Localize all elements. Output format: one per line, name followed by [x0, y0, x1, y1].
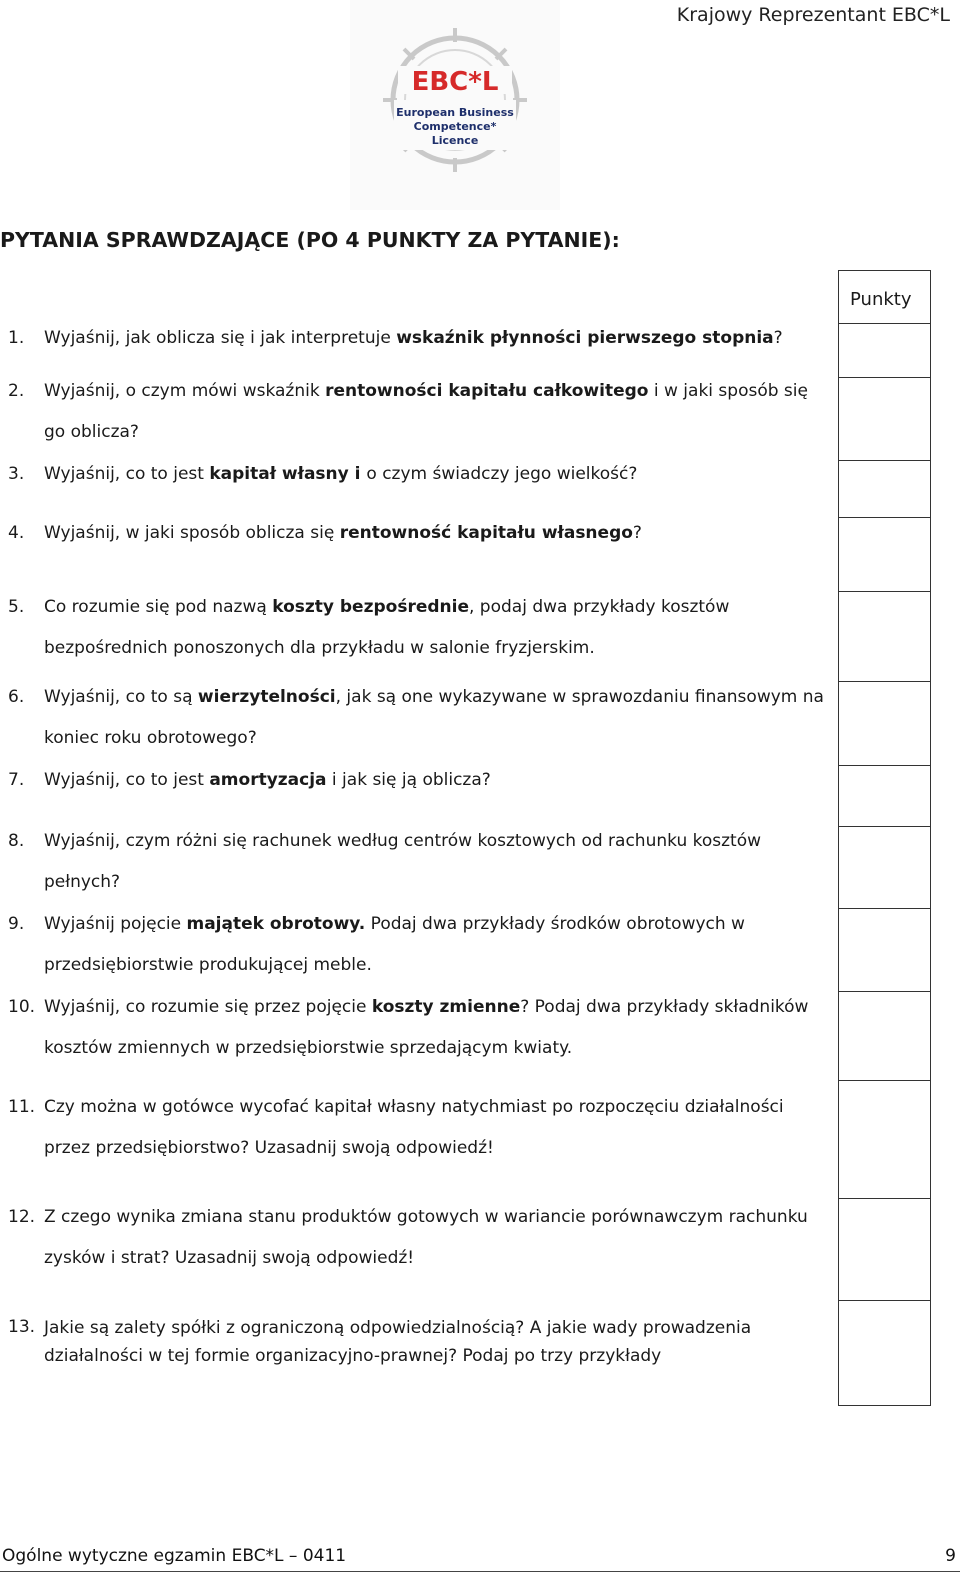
- question-text: Wyjaśnij, co to jest kapitał własny i o czym świadczy jego wielkość?: [44, 464, 638, 484]
- ebcl-logo: [350, 0, 560, 210]
- points-row-divider: [838, 1080, 931, 1081]
- section-heading: PYTANIA SPRAWDZAJĄCE (PO 4 PUNKTY ZA PYTANIE):: [0, 228, 620, 252]
- logo-main-text: EBC*L: [411, 67, 499, 97]
- logo-line-2: Competence*: [413, 120, 497, 133]
- question-item: [0, 904, 830, 986]
- question-text: Czy można w gotówce wycofać kapitał własny natychmiast po rozpoczęciu działalności przez przedsiębiorstwo? Uzasadnij swoją odpowiedź!: [44, 1097, 784, 1158]
- points-row-divider: [838, 908, 931, 909]
- question-text: Wyjaśnij pojęcie majątek obrotowy. Podaj dwa przykłady środków obrotowych w przedsiębiorstwie produkującej meble.: [44, 914, 745, 975]
- points-row-divider: [838, 517, 931, 518]
- question-text: Z czego wynika zmiana stanu produktów gotowych w wariancie porównawczym rachunku zysków i strat? Uzasadnij swoją odpowiedź!: [44, 1207, 808, 1268]
- question-number: 12.: [8, 1207, 36, 1227]
- points-row-divider: [838, 323, 931, 324]
- question-number: 2.: [8, 381, 25, 401]
- question-number: 6.: [8, 687, 25, 707]
- points-row-divider: [838, 377, 931, 378]
- points-column-header: Punkty: [850, 289, 912, 310]
- question-text: Wyjaśnij, co to jest amortyzacja i jak się ją oblicza?: [44, 770, 491, 790]
- question-text: Wyjaśnij, co to są wierzytelności, jak są one wykazywane w sprawozdaniu finansowym na koniec roku obrotowego?: [44, 687, 824, 748]
- question-number: 8.: [8, 831, 25, 851]
- points-row-divider: [838, 991, 931, 992]
- question-item: [0, 1314, 830, 1370]
- question-item: [0, 987, 830, 1069]
- logo-line-1: European Business: [396, 106, 514, 119]
- question-number: 11.: [8, 1097, 36, 1117]
- question-number: 13.: [8, 1317, 36, 1337]
- question-text: Wyjaśnij, o czym mówi wskaźnik rentowności kapitału całkowitego i w jaki sposób się go oblicza?: [44, 381, 808, 442]
- question-number: 4.: [8, 523, 25, 543]
- question-item: [0, 587, 830, 669]
- question-number: 5.: [8, 597, 25, 617]
- question-item: [0, 318, 830, 359]
- question-text: Wyjaśnij, co rozumie się przez pojęcie koszty zmienne? Podaj dwa przykłady składników kosztów zmiennych w przedsiębiorstwie sprzedającym kwiaty.: [44, 997, 809, 1058]
- points-row-divider: [838, 765, 931, 766]
- points-row-divider: [838, 681, 931, 682]
- footer-divider: [0, 1571, 960, 1572]
- points-row-divider: [838, 460, 931, 461]
- question-text: Wyjaśnij, w jaki sposób oblicza się rentowność kapitału własnego?: [44, 523, 642, 543]
- ebcl-logo-graphic: [350, 0, 560, 210]
- document-header: Krajowy Reprezentant EBC*L: [676, 4, 950, 26]
- page-number: 9: [945, 1546, 956, 1566]
- question-number: 10.: [8, 997, 36, 1017]
- question-item: [0, 454, 830, 495]
- question-text: Jakie są zalety spółki z ograniczoną odpowiedzialnością? A jakie wady prowadzenia działalności w tej formie organizacyjno-prawnej? Podaj po trzy przykłady: [44, 1318, 752, 1366]
- points-row-divider: [838, 591, 931, 592]
- question-item: [0, 513, 830, 554]
- question-item: [0, 821, 830, 903]
- points-row-divider: [838, 1198, 931, 1199]
- question-number: 1.: [8, 328, 25, 348]
- question-text: Co rozumie się pod nazwą koszty bezpośrednie, podaj dwa przykłady kosztów bezpośrednich ponoszonych dla przykładu w salonie fryzjerskim.: [44, 597, 730, 658]
- question-item: [0, 677, 830, 759]
- footer-title: Ogólne wytyczne egzamin EBC*L – 0411: [2, 1546, 347, 1566]
- question-number: 7.: [8, 770, 25, 790]
- question-number: 3.: [8, 464, 25, 484]
- points-column: [838, 270, 931, 1406]
- points-row-divider: [838, 826, 931, 827]
- question-number: 9.: [8, 914, 25, 934]
- question-item: [0, 1087, 830, 1169]
- question-item: [0, 760, 830, 801]
- logo-line-3: Licence: [431, 134, 479, 147]
- question-item: [0, 371, 830, 453]
- question-text: Wyjaśnij, jak oblicza się i jak interpretuje wskaźnik płynności pierwszego stopnia?: [44, 328, 783, 348]
- points-row-divider: [838, 1300, 931, 1301]
- question-text: Wyjaśnij, czym różni się rachunek według centrów kosztowych od rachunku kosztów pełnych?: [44, 831, 762, 892]
- question-item: [0, 1197, 830, 1279]
